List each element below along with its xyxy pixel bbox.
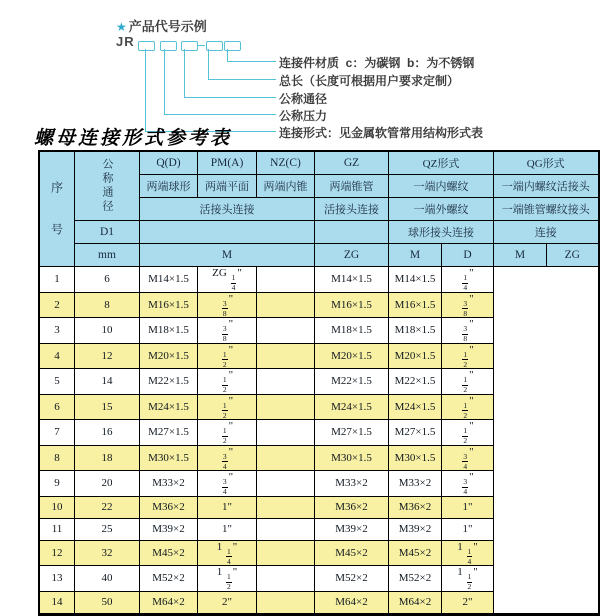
cell-dn: 50: [75, 591, 140, 614]
fraction: $\frac{3}{4}$: [222, 451, 227, 471]
cell-qg-m: M20×1.5: [389, 343, 442, 369]
cell-qz-m: [257, 292, 315, 318]
cell-gz-zg: $\frac{1}{2}$ ": [198, 343, 257, 369]
cell-qz-m: [257, 318, 315, 344]
header-gz: GZ: [315, 151, 389, 175]
label-nominal-pressure: 公称压力: [279, 109, 328, 123]
cell-qz-m: [257, 518, 315, 540]
fraction: $\frac{1}{2}$: [222, 375, 227, 394]
cell-qg-zg: $\frac{1}{2}$ ": [442, 369, 494, 395]
cell-m: M24×1.5: [140, 394, 198, 420]
cell-qz-m: [257, 369, 315, 395]
header-zg: ZG: [315, 244, 389, 267]
cell-qz-m: [257, 420, 315, 446]
cell-m: M36×2: [140, 496, 198, 518]
fraction: $\frac{1}{2}$: [227, 572, 231, 591]
nut-connection-table: [38, 150, 600, 616]
cell-no: 5: [39, 369, 75, 395]
cell-gz-zg: 1 $\frac{1}{2}$ ": [198, 566, 257, 592]
header-gz-desc: 两端锥管: [315, 175, 389, 198]
fraction: $\frac{1}{2}$: [463, 400, 468, 420]
header-pma: PM(A): [198, 151, 257, 175]
cell-dn: 8: [75, 292, 140, 318]
fraction: $\frac{3}{8}$: [222, 324, 227, 343]
cell-no: 9: [39, 471, 75, 497]
table-row: [39, 471, 599, 497]
cell-dn: 12: [75, 343, 140, 369]
header-qg-m: M: [494, 244, 547, 267]
cell-qg-m: M39×2: [389, 518, 442, 540]
cell-qz-d: M22×1.5: [315, 369, 389, 395]
header-d1: D1: [75, 221, 140, 244]
fraction: $\frac{1}{4}$: [227, 546, 231, 566]
cell-gz-zg: $\frac{3}{4}$ ": [198, 445, 257, 471]
table-row: [39, 420, 599, 446]
fraction: $\frac{3}{4}$: [463, 477, 468, 496]
table-row: [39, 318, 599, 344]
cell-qg-m: M24×1.5: [389, 394, 442, 420]
cell-qz-m: [257, 566, 315, 592]
header-qz-desc2: 一端外螺纹: [389, 198, 494, 221]
diagram-title: [116, 16, 207, 35]
table-row: [39, 445, 599, 471]
cell-gz-zg: 1": [198, 518, 257, 540]
header-qz-conn: 球形接头连接: [389, 221, 494, 244]
cell-m: M30×1.5: [140, 445, 198, 471]
cell-no: 3: [39, 318, 75, 344]
label-length: 总长（长度可根据用户要求定制）: [279, 74, 460, 88]
cell-qz-d: M24×1.5: [315, 394, 389, 420]
cell-dn: 18: [75, 445, 140, 471]
header-mm: mm: [75, 244, 140, 267]
cell-m: M16×1.5: [140, 292, 198, 318]
cell-qg-m: M36×2: [389, 496, 442, 518]
table-title: 螺母连接形式参考表: [34, 127, 233, 149]
cell-qg-zg: $\frac{1}{4}$ ": [442, 267, 494, 293]
header-nzc-desc: 两端内锥: [257, 175, 315, 198]
cell-qg-m: M45×2: [389, 540, 442, 566]
fraction: $\frac{1}{2}$: [467, 572, 472, 591]
header-qz-d: D: [442, 244, 494, 267]
fraction: $\frac{1}{2}$: [463, 349, 468, 369]
fraction: $\frac{1}{2}$: [222, 426, 227, 445]
header-qd: Q(D): [140, 151, 198, 175]
header-blank-qpn: [140, 221, 315, 244]
header-qg-desc2: 一端锥管螺纹接头: [494, 198, 599, 221]
cell-qg-zg: $\frac{1}{2}$ ": [442, 420, 494, 446]
code-dash: [198, 45, 205, 46]
code-prefix: JR: [116, 34, 135, 49]
cell-qg-m: M16×1.5: [389, 292, 442, 318]
header-qz: QZ形式: [389, 151, 494, 175]
header-qz-m: M: [389, 244, 442, 267]
cell-qg-zg: 1": [442, 496, 494, 518]
fraction: $\frac{3}{4}$: [222, 477, 227, 496]
cell-qg-m: M27×1.5: [389, 420, 442, 446]
cell-gz-zg: $\frac{3}{4}$ ": [198, 471, 257, 497]
cell-no: 10: [39, 496, 75, 518]
cell-qz-d: M64×2: [315, 591, 389, 614]
cell-qg-zg: 1": [442, 518, 494, 540]
header-nzc: NZ(C): [257, 151, 315, 175]
cell-no: 12: [39, 540, 75, 566]
header-blank-gz: [315, 221, 389, 244]
header-xuhao: 序号: [39, 151, 75, 267]
cell-dn: 40: [75, 566, 140, 592]
table-row: [39, 369, 599, 395]
cell-qz-m: [257, 394, 315, 420]
cell-no: 8: [39, 445, 75, 471]
cell-no: 2: [39, 292, 75, 318]
cell-m: M14×1.5: [140, 267, 198, 293]
cell-qz-d: M45×2: [315, 540, 389, 566]
fraction: $\frac{1}{4}$: [467, 546, 472, 566]
cell-dn: 22: [75, 496, 140, 518]
cell-qz-m: [257, 471, 315, 497]
cell-dn: 15: [75, 394, 140, 420]
header-qg-desc1: 一端内螺纹活接头: [494, 175, 599, 198]
cell-qz-m: [257, 591, 315, 614]
header-qd-desc: 两端球形: [140, 175, 198, 198]
cell-qg-zg: 1 $\frac{1}{4}$ ": [442, 540, 494, 566]
cell-m: M64×2: [140, 591, 198, 614]
cell-qz-d: M52×2: [315, 566, 389, 592]
cell-no: 1: [39, 267, 75, 293]
cell-qg-zg: $\frac{3}{8}$ ": [442, 292, 494, 318]
cell-no: 6: [39, 394, 75, 420]
cell-no: 7: [39, 420, 75, 446]
cell-qz-m: [257, 540, 315, 566]
label-nominal-diameter: 公称通径: [279, 92, 328, 106]
cell-qz-m: [257, 343, 315, 369]
cell-dn: 10: [75, 318, 140, 344]
header-pma-desc: 两端平面: [198, 175, 257, 198]
header-qg-conn: 连接: [494, 221, 599, 244]
table-row: [39, 394, 599, 420]
cell-qg-zg: $\frac{1}{2}$ ": [442, 343, 494, 369]
fraction: $\frac{1}{2}$: [463, 375, 468, 394]
table-row: [39, 518, 599, 540]
table-header: [39, 151, 599, 267]
cell-m: M52×2: [140, 566, 198, 592]
header-m: M: [140, 244, 315, 267]
cell-qz-m: [257, 496, 315, 518]
fraction: $\frac{3}{4}$: [463, 451, 468, 471]
cell-no: 4: [39, 343, 75, 369]
cell-dn: 25: [75, 518, 140, 540]
cell-dn: 6: [75, 267, 140, 293]
cell-qg-zg: 1 $\frac{1}{2}$ ": [442, 566, 494, 592]
star-icon: ★: [116, 20, 127, 34]
diagram-title-text: 产品代号示例: [128, 19, 207, 34]
cell-qg-zg: $\frac{3}{4}$ ": [442, 445, 494, 471]
cell-no: 14: [39, 591, 75, 614]
cell-dn: 20: [75, 471, 140, 497]
fraction: $\frac{3}{8}$: [463, 298, 468, 318]
table-row: [39, 267, 599, 293]
cell-gz-zg: 1": [198, 496, 257, 518]
cell-qz-d: M30×1.5: [315, 445, 389, 471]
fraction: $\frac{1}{4}$: [463, 273, 468, 292]
cell-qg-m: M30×1.5: [389, 445, 442, 471]
label-connection-type: 连接形式：见金属软管常用结构形式表: [279, 126, 484, 140]
cell-gz-zg: $\frac{1}{2}$ ": [198, 420, 257, 446]
cell-m: M18×1.5: [140, 318, 198, 344]
cell-m: M45×2: [140, 540, 198, 566]
cell-dn: 32: [75, 540, 140, 566]
cell-no: 13: [39, 566, 75, 592]
fraction: $\frac{1}{2}$: [222, 400, 227, 420]
label-material: 连接件材质 c：为碳钢 b：为不锈钢: [279, 56, 475, 70]
table-row: [39, 540, 599, 566]
cell-qz-m: [257, 445, 315, 471]
fraction: $\frac{3}{8}$: [222, 298, 227, 318]
cell-gz-zg: $\frac{3}{8}$ ": [198, 318, 257, 344]
fraction: $\frac{1}{2}$: [222, 349, 227, 369]
fraction: $\frac{3}{8}$: [463, 324, 468, 343]
leader-line-5: [227, 49, 276, 62]
cell-m: M33×2: [140, 471, 198, 497]
cell-gz-zg: 1 $\frac{1}{4}$ ": [198, 540, 257, 566]
cell-dn: 16: [75, 420, 140, 446]
cell-qz-d: M39×2: [315, 518, 389, 540]
header-qz-desc1: 一端内螺纹: [389, 175, 494, 198]
cell-qz-d: M33×2: [315, 471, 389, 497]
cell-gz-zg: $\frac{3}{8}$ ": [198, 292, 257, 318]
cell-qg-m: M18×1.5: [389, 318, 442, 344]
header-qg: QG形式: [494, 151, 599, 175]
cell-dn: 14: [75, 369, 140, 395]
header-qpn-conn: 活接头连接: [140, 198, 315, 221]
cell-gz-zg: 2": [198, 591, 257, 614]
cell-qz-m: [257, 267, 315, 293]
cell-qg-m: M33×2: [389, 471, 442, 497]
cell-qz-d: M16×1.5: [315, 292, 389, 318]
cell-qg-zg: $\frac{3}{8}$ ": [442, 318, 494, 344]
cell-qz-d: M36×2: [315, 496, 389, 518]
table-body: [39, 267, 599, 615]
cell-qg-m: M64×2: [389, 591, 442, 614]
header-qg-zg: ZG: [547, 244, 599, 267]
table-row: [39, 343, 599, 369]
cell-qg-m: M14×1.5: [389, 267, 442, 293]
cell-qg-zg: 2": [442, 591, 494, 614]
table-row: [39, 591, 599, 614]
cell-m: M20×1.5: [140, 343, 198, 369]
cell-qz-d: M27×1.5: [315, 420, 389, 446]
cell-m: M22×1.5: [140, 369, 198, 395]
cell-m: M27×1.5: [140, 420, 198, 446]
cell-qg-zg: $\frac{3}{4}$ ": [442, 471, 494, 497]
header-gz-conn: 活接头连接: [315, 198, 389, 221]
fraction: $\frac{1}{4}$: [231, 273, 236, 292]
table-row: [39, 292, 599, 318]
fraction: $\frac{1}{2}$: [463, 426, 468, 445]
cell-gz-zg: $\frac{1}{2}$ ": [198, 394, 257, 420]
cell-qz-d: M18×1.5: [315, 318, 389, 344]
table-row: [39, 566, 599, 592]
cell-qz-d: M20×1.5: [315, 343, 389, 369]
header-tongjing: 公称通径: [75, 151, 140, 221]
table-row: [39, 496, 599, 518]
cell-m: M39×2: [140, 518, 198, 540]
cell-gz-zg: $\frac{1}{2}$ ": [198, 369, 257, 395]
cell-no: 11: [39, 518, 75, 540]
cell-qg-m: M22×1.5: [389, 369, 442, 395]
cell-qg-zg: $\frac{1}{2}$ ": [442, 394, 494, 420]
cell-qg-m: M52×2: [389, 566, 442, 592]
cell-qz-d: M14×1.5: [315, 267, 389, 293]
cell-gz-zg: ZG $\frac{1}{4}$ ": [198, 267, 257, 293]
